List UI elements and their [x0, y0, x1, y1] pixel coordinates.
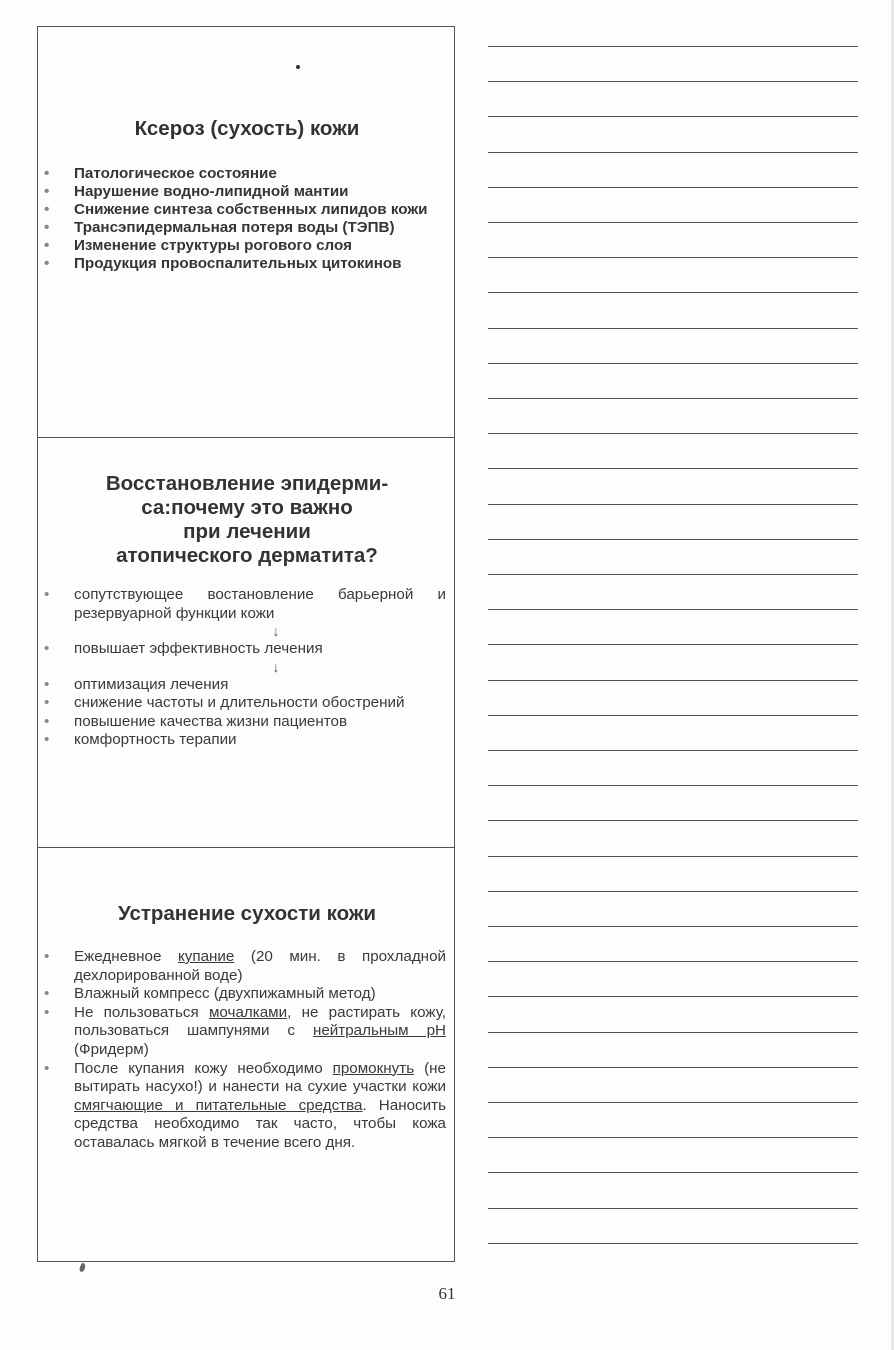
- note-line: [488, 292, 858, 293]
- note-line: [488, 680, 858, 681]
- note-line: [488, 574, 858, 575]
- note-line: [488, 81, 858, 82]
- down-arrow-icon: ↓: [272, 658, 280, 675]
- list-item: • Продукция провоспалительных цитокинов: [66, 255, 446, 273]
- slides-column: [37, 26, 455, 1262]
- note-line: [488, 433, 858, 434]
- list-item: • Ежедневное купание (20 мин. в прохладной дехлорированной воде): [66, 948, 446, 985]
- note-line: [488, 363, 858, 364]
- note-line: [488, 257, 858, 258]
- note-line: [488, 328, 858, 329]
- note-line: [488, 750, 858, 751]
- down-arrow-icon: ↓: [272, 623, 280, 639]
- list-item: • Не пользоваться мочалками, не растирать кожу, пользоваться шампунями с нейтральным pH (Фридерм): [66, 1004, 446, 1060]
- note-line: [488, 187, 858, 188]
- title-line: атопического дерматита?: [116, 544, 378, 567]
- note-line: [488, 1243, 858, 1244]
- list-item: • сопутствующее востановление барьерной и резервуарной функции кожи: [66, 586, 446, 623]
- note-line: [488, 1067, 858, 1068]
- note-line: [488, 644, 858, 645]
- note-line: [488, 222, 858, 223]
- slide2-list: [66, 586, 446, 750]
- note-line: [488, 820, 858, 821]
- note-line: [488, 961, 858, 962]
- note-line: [488, 785, 858, 786]
- slide3-list: [66, 948, 446, 1153]
- list-item: • Изменение структуры рогового слоя: [66, 237, 446, 255]
- note-line: [488, 891, 858, 892]
- page-number: 61: [438, 1284, 456, 1303]
- list-item: • оптимизация лечения: [66, 676, 446, 695]
- slide-xerosis: [38, 27, 454, 437]
- title-line: при лечении: [183, 520, 311, 543]
- title-line: Восстановление эпидерми-: [105, 472, 389, 495]
- list-item: • Влажный компресс (двухпижамный метод): [66, 985, 446, 1004]
- note-line: [488, 46, 858, 47]
- list-item: • повышение качества жизни пациентов: [66, 713, 446, 732]
- list-item: • повышает эффективность лечения: [66, 640, 446, 659]
- note-line: [488, 468, 858, 469]
- ink-speck: [79, 1262, 87, 1272]
- note-line: [488, 539, 858, 540]
- list-item: • Нарушение водно-липидной мантии: [66, 183, 446, 201]
- list-item: • Трансэпидермальная потеря воды (ТЭПВ): [66, 219, 446, 237]
- note-line: [488, 926, 858, 927]
- slide3-title: Устранение сухости кожи: [117, 902, 376, 925]
- note-line: [488, 504, 858, 505]
- note-line: [488, 1137, 858, 1138]
- title-line: са:почему это важно: [141, 496, 353, 519]
- slide2-title: [66, 438, 446, 568]
- note-line: [488, 1208, 858, 1209]
- note-line: [488, 715, 858, 716]
- list-item: • комфортность терапии: [66, 731, 446, 750]
- list-item: • снижение частоты и длительности обострений: [66, 694, 446, 713]
- note-line: [488, 996, 858, 997]
- note-line: [488, 1032, 858, 1033]
- list-item: • После купания кожу необходимо промокнуть (не вытирать насухо!) и нанести на сухие участки кожи смягчающие и питательные средства. Наносить средства необходимо так часто, чтобы кожа оставалась мягкой в течение всего дня.: [66, 1060, 446, 1153]
- list-item: • Снижение синтеза собственных липидов кожи: [66, 201, 446, 219]
- slide-dot: [296, 65, 300, 69]
- note-line: [488, 1102, 858, 1103]
- slide1-title: Ксероз (сухость) кожи: [134, 117, 360, 140]
- slide-dryness-elimination: [38, 847, 454, 1261]
- note-line: [488, 856, 858, 857]
- note-line: [488, 1172, 858, 1173]
- slide-epidermis-restoration: [38, 437, 454, 847]
- note-line: [488, 152, 858, 153]
- note-line: [488, 116, 858, 117]
- note-line: [488, 609, 858, 610]
- note-line: [488, 398, 858, 399]
- list-item: • Патологическое состояние: [66, 165, 446, 183]
- slide1-list: [66, 165, 446, 273]
